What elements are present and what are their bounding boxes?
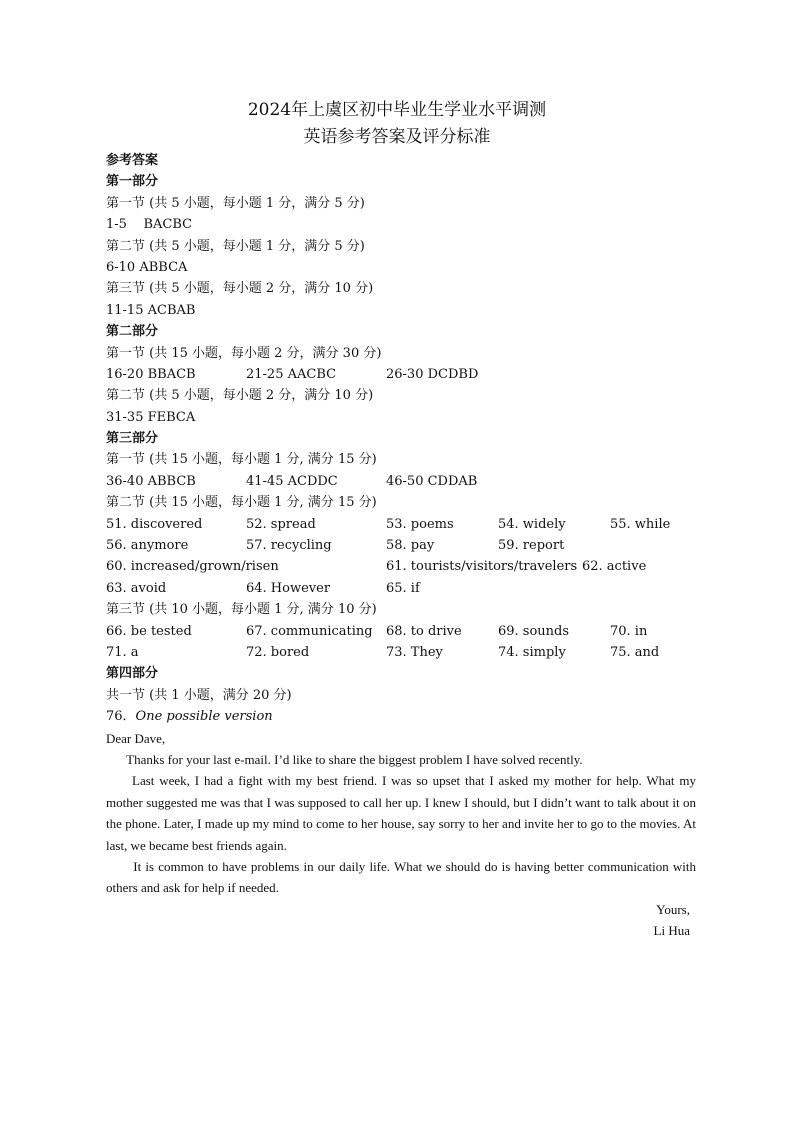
- part1-sec3-answers: 11-15 ACBAB: [106, 302, 196, 318]
- letter-paragraph: Last week, I had a fight with my best friend. I was so upset that I asked my mother for help. What my mother suggested me was that I was supposed to call her up. I knew I should, but I didn’t want to talk about it on the phone. Later, I made up my mind to come to her house, say sorry to her and invite her to go to the movies. At last, we became best friends again.: [106, 773, 696, 853]
- part2-sec1-header: 第一节 (共 15 小题，每小题 2 分，满分 30 分): [106, 345, 382, 361]
- answer-item: 58. pay: [386, 538, 435, 554]
- part4-heading: 第四部分: [106, 666, 159, 682]
- answer-item: 62. active: [582, 559, 647, 575]
- part3-sec3-row: [106, 642, 696, 663]
- letter-paragraph: It is common to have problems in our daily life. What we should do is having better communication with others and ask for help if needed.: [106, 858, 696, 896]
- question-76-version: One possible version: [135, 709, 273, 725]
- answer-item: 68. to drive: [386, 623, 462, 639]
- answer-item: 75. and: [610, 644, 660, 660]
- answer-item: 60. increased/grown/risen: [106, 559, 279, 575]
- part3-sec1-header: 第一节 (共 15 小题，每小题 1 分, 满分 15 分): [106, 452, 377, 468]
- part3-sec1-answer-row: [106, 471, 696, 492]
- answer-item: 73. They: [386, 644, 443, 660]
- answer-item: 57. recycling: [246, 538, 332, 554]
- answer-group: 26-30 DCDBD: [386, 366, 479, 382]
- letter-salutation: Dear Dave,: [106, 730, 166, 746]
- part2-sec2-answers: 31-35 FEBCA: [106, 409, 196, 425]
- part4-sec1-header: 共一节 (共 1 小题，满分 20 分): [106, 687, 292, 703]
- part3-heading: 第三部分: [106, 431, 159, 447]
- answer-group: 16-20 BBACB: [106, 366, 196, 382]
- letter-closing: Yours,: [656, 901, 690, 917]
- answer-item: 65. if: [386, 580, 420, 596]
- answer-item: 67. communicating: [246, 623, 373, 639]
- answer-item: 54. widely: [498, 516, 566, 532]
- answer-item: 70. in: [610, 623, 648, 639]
- part3-sec2-row: [106, 556, 696, 577]
- answer-group: 21-25 AACBC: [246, 366, 337, 382]
- answer-item: 55. while: [610, 516, 671, 532]
- part3-sec2-row: [106, 535, 696, 556]
- answer-group: 36-40 ABBCB: [106, 473, 196, 489]
- answers-heading: 参考答案: [106, 153, 159, 168]
- part3-sec2-header: 第二节 (共 15 小题，每小题 1 分, 满分 15 分): [106, 495, 377, 511]
- document-subtitle: 英语参考答案及评分标准: [303, 127, 491, 147]
- part1-sec1-answers: 1-5 BACBC: [106, 217, 193, 233]
- document-title: 2024年上虞区初中毕业生学业水平调测: [247, 100, 547, 120]
- part3-sec3-row: [106, 621, 696, 642]
- letter-signature: Li Hua: [653, 923, 690, 939]
- answer-item: 71. a: [106, 644, 139, 660]
- part3-sec3-header: 第三节 (共 10 小题，每小题 1 分, 满分 10 分): [106, 602, 377, 618]
- part1-sec2-header: 第二节 (共 5 小题，每小题 1 分，满分 5 分): [106, 238, 365, 254]
- part1-sec2-answers: 6-10 ABBCA: [106, 259, 188, 275]
- part2-heading: 第二部分: [106, 324, 159, 340]
- part1-heading: 第一部分: [106, 174, 159, 190]
- answer-item: 51. discovered: [106, 516, 203, 532]
- answer-item: 63. avoid: [106, 580, 167, 596]
- answer-item: 64. However: [246, 580, 331, 596]
- answer-item: 59. report: [498, 538, 565, 554]
- part2-sec1-answer-row: [106, 364, 696, 385]
- part3-sec2-row: [106, 578, 696, 599]
- answer-item: 53. poems: [386, 516, 454, 532]
- answer-item: 52. spread: [246, 516, 316, 532]
- answer-group: 46-50 CDDAB: [386, 473, 478, 489]
- answer-content: [106, 150, 696, 942]
- answer-item: 66. be tested: [106, 623, 192, 639]
- question-76-label-row: [106, 706, 696, 727]
- answer-item: 61. tourists/visitors/travelers: [386, 559, 578, 575]
- answer-group: 41-45 ACDDC: [246, 473, 338, 489]
- letter-paragraph: Thanks for your last e-mail. I’d like to share the biggest problem I have solved recently.: [126, 751, 583, 767]
- question-76-number: 76．: [106, 709, 136, 725]
- answer-item: 69. sounds: [498, 623, 570, 639]
- part3-sec2-row: [106, 514, 696, 535]
- part2-sec2-header: 第二节 (共 5 小题，每小题 2 分，满分 10 分): [106, 388, 374, 404]
- part1-sec3-header: 第三节 (共 5 小题，每小题 2 分，满分 10 分): [106, 281, 374, 297]
- answer-item: 74. simply: [498, 644, 566, 660]
- answer-item: 56. anymore: [106, 538, 189, 554]
- part1-sec1-header: 第一节 (共 5 小题，每小题 1 分，满分 5 分): [106, 195, 365, 211]
- answer-item: 72. bored: [246, 644, 310, 660]
